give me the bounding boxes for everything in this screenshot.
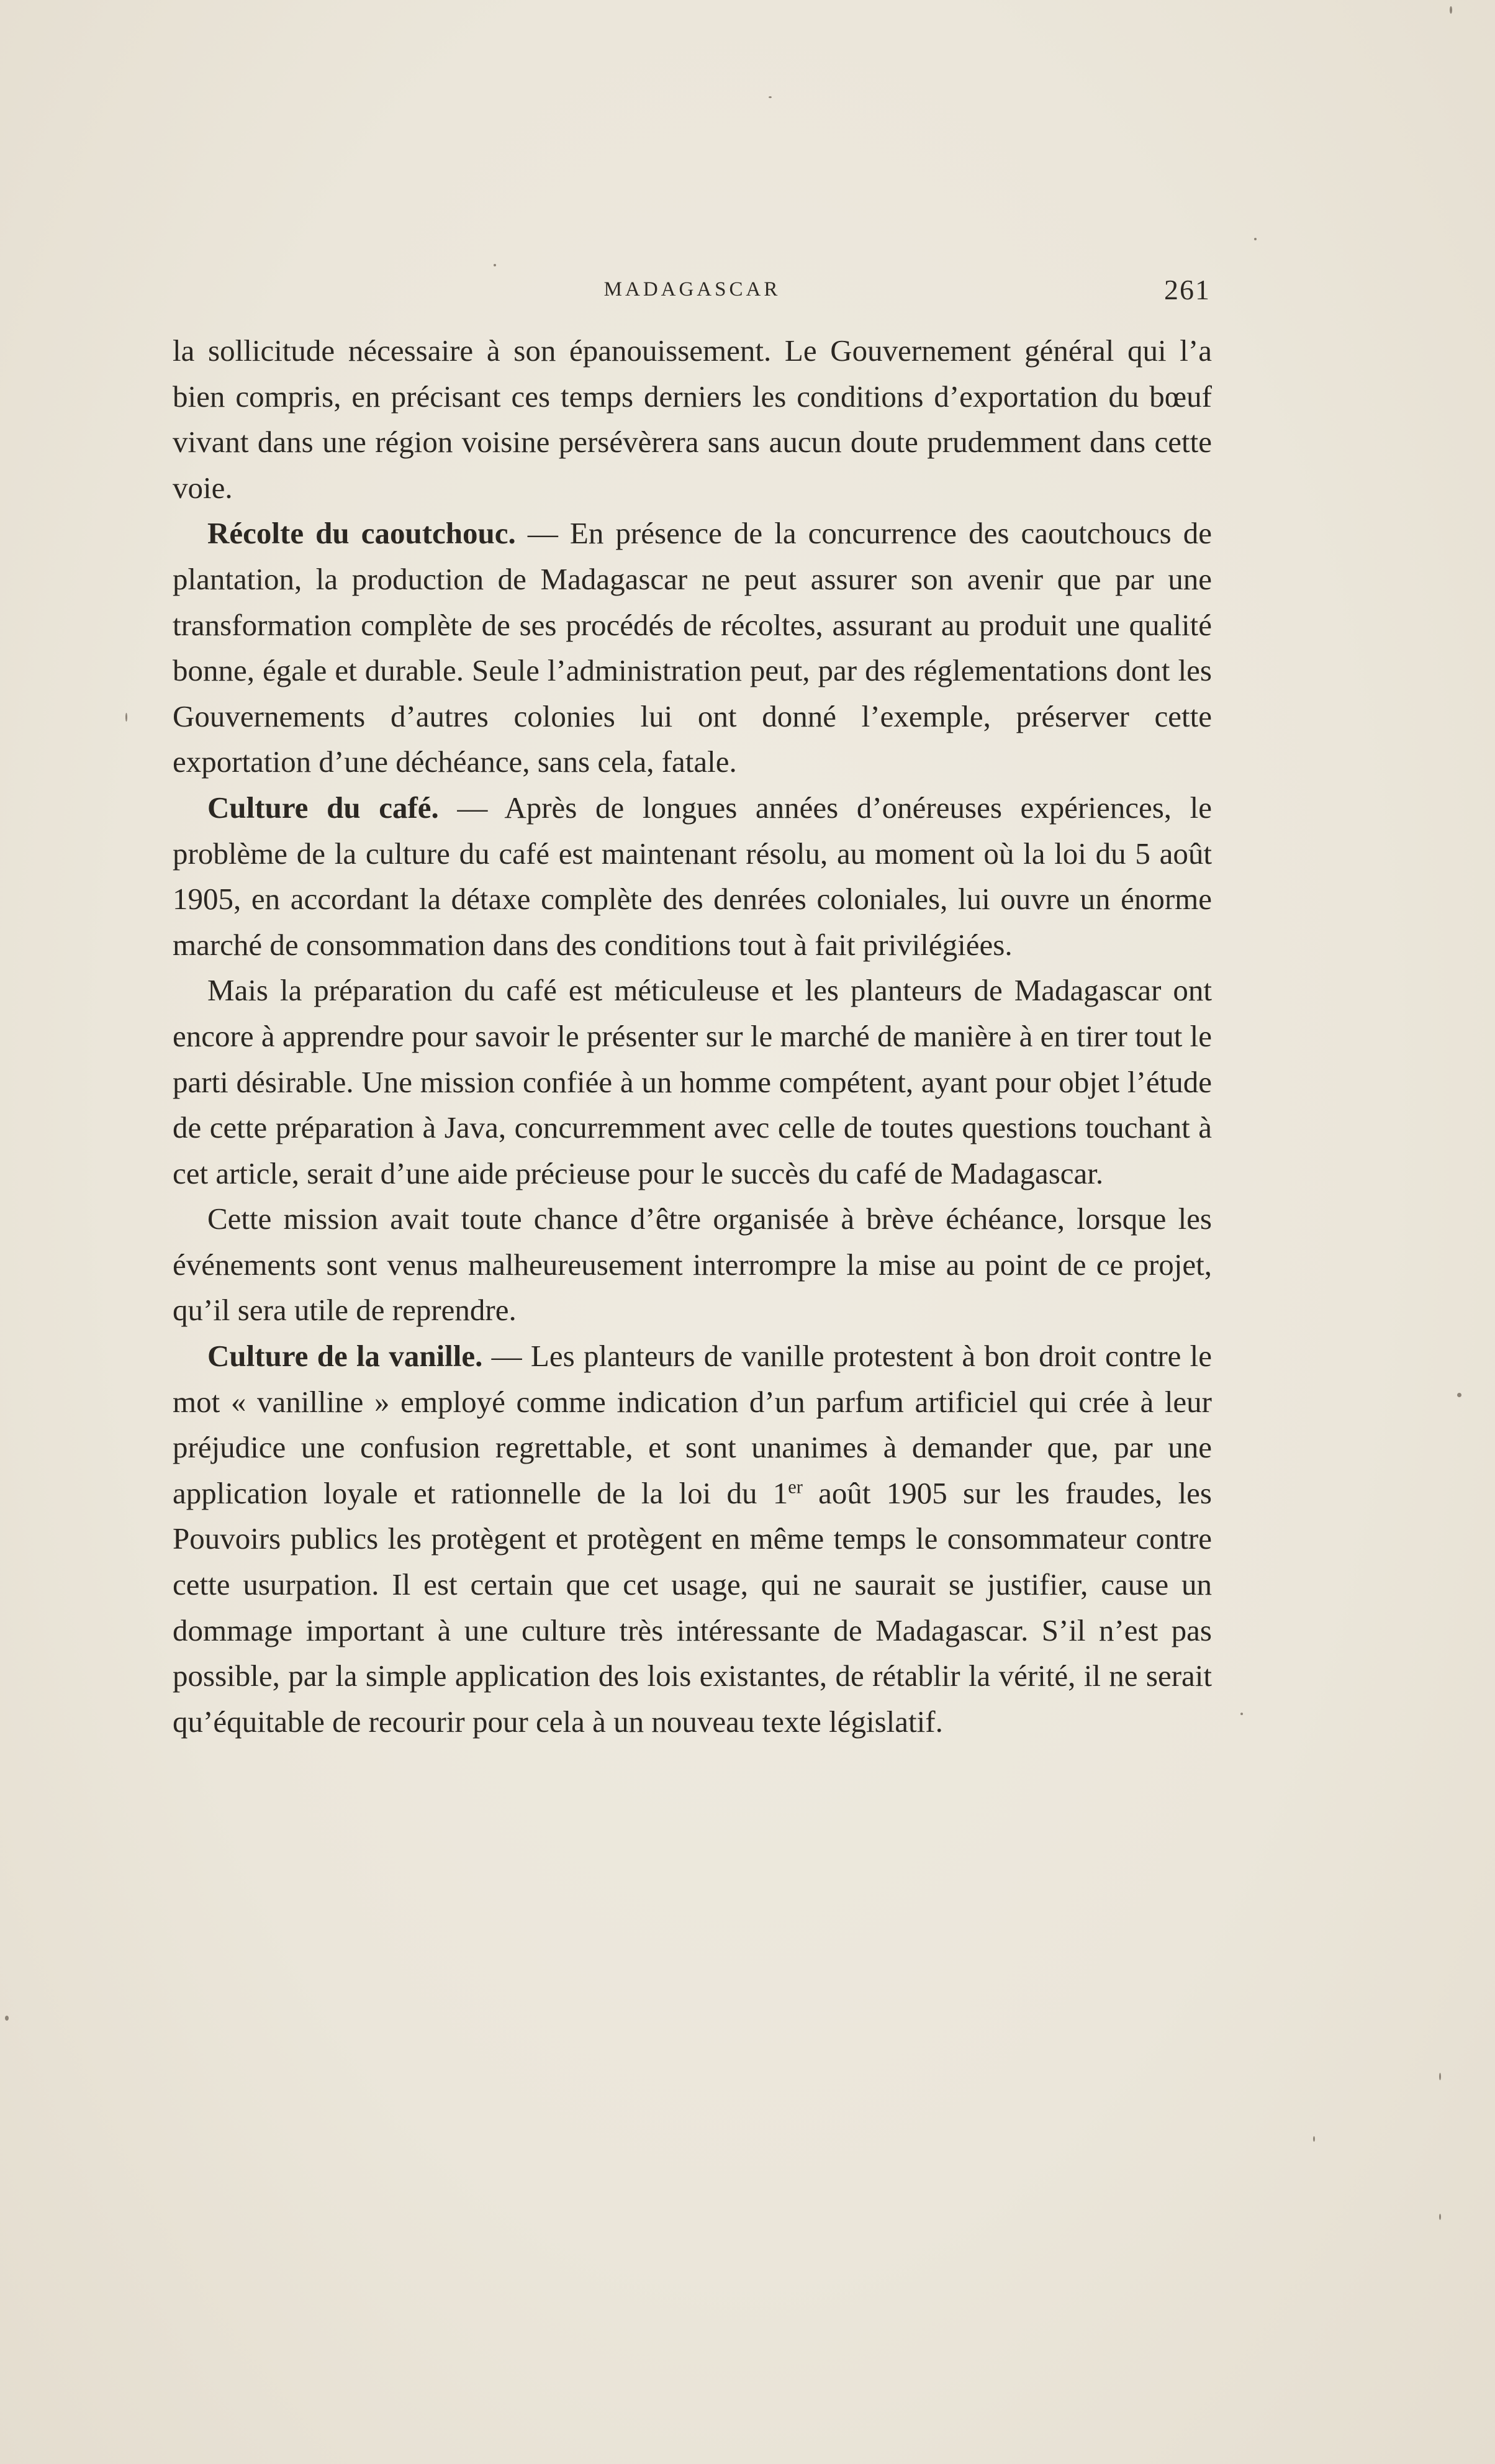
running-title: MADAGASCAR bbox=[603, 278, 781, 301]
paper-speck bbox=[1313, 2136, 1315, 2142]
page-header bbox=[174, 272, 1211, 309]
paragraph-coffee-mission bbox=[173, 1196, 1212, 1333]
paper-speck bbox=[125, 713, 127, 722]
paragraph-coffee bbox=[173, 785, 1212, 967]
paragraph-text: — Après de longues années d’onéreuses expériences, le problème de la culture du café est maintenant résolu, au moment où la loi du 5 août 1905, en accordant la détaxe complète des denrées coloniales, lui ouvre un énorme marché de consommation dans des conditions tout à fait privilégiées. bbox=[173, 790, 1213, 962]
section-heading-vanilla: Culture de la vanille. bbox=[207, 1339, 483, 1374]
paper-speck bbox=[1240, 1713, 1243, 1715]
paragraph-text: Mais la préparation du café est méticuleuse et les planteurs de Madagascar ont encore à apprendre pour savoir le présenter sur le marché de manière à en tirer tout le parti désirable. Une mission confiée à un homme compétent, ayant pour objet l’étude de cette préparation à Java, concurremment avec celle de toutes questions touchant à cet article, serait d’une aide précieuse pour le succès du café de Madagascar. bbox=[173, 973, 1212, 1190]
paper-speck bbox=[1450, 6, 1452, 14]
paper-speck bbox=[769, 96, 772, 98]
paragraph-text: — Les planteurs de vanille protestent à bon droit contre le mot « vanilline » employé comme indication d’un parfum artificiel qui crée à leur préjudice une confusion regrettable, et sont unanimes à demander que, par une application loyale et rationnelle de la loi du 1 bbox=[173, 1339, 1213, 1510]
paragraph-text: Cette mission avait toute chance d’être organisée à brève échéance, lorsque les événements sont venus malheureusement interrompre la mise au point de ce projet, qu’il sera utile de reprendre. bbox=[173, 1202, 1212, 1328]
paragraph-vanilla bbox=[173, 1333, 1212, 1744]
paragraph-livestock bbox=[173, 328, 1212, 510]
paper-speck bbox=[1439, 2073, 1441, 2080]
paragraph-text: — En présence de la concurrence des caoutchoucs de plantation, la production de Madagascar ne peut assurer son avenir que par une transformation complète de ses procédés de récoltes, assurant au produit une qualité bonne, égale et durable. Seule l’administration peut, par des réglementations dont les Gouvernements d’autres colonies lui ont donné l’exemple, préserver cette exportation d’une déchéance, sans cela, fatale. bbox=[173, 516, 1212, 779]
paper-speck bbox=[494, 264, 496, 266]
paragraph-coffee-preparation bbox=[173, 967, 1212, 1196]
section-heading-coffee: Culture du café. bbox=[207, 790, 439, 825]
paragraph-text: août 1905 sur les fraudes, les Pouvoirs publics les protègent et protègent en même temps le consommateur contre cette usurpation. Il est certain que cet usage, qui ne saurait se justifier, cause un dommage important à une culture très intéressante de Madagascar. S’il n’est pas possible, par la simple application des lois existantes, de rétablir la vérité, il ne serait qu’équitable de recourir pour cela à un nouveau texte législatif. bbox=[173, 1475, 1212, 1739]
paragraph-rubber bbox=[173, 510, 1212, 785]
paper-speck bbox=[1457, 1393, 1461, 1397]
body-text bbox=[173, 328, 1212, 1744]
ordinal-suffix: er bbox=[788, 1476, 803, 1498]
paper-speck bbox=[5, 2016, 9, 2021]
paragraph-text: la sollicitude nécessaire à son épanouissement. Le Gouvernement général qui l’a bien compris, en précisant ces temps derniers les conditions d’exportation du bœuf vivant dans une région voisine persévèrera sans aucun doute prudemment dans cette voie. bbox=[173, 333, 1212, 505]
paper-speck bbox=[1439, 2214, 1441, 2220]
paper-speck bbox=[1254, 238, 1257, 240]
page-number: 261 bbox=[1164, 274, 1211, 306]
section-heading-rubber: Récolte du caoutchouc. bbox=[207, 516, 516, 551]
